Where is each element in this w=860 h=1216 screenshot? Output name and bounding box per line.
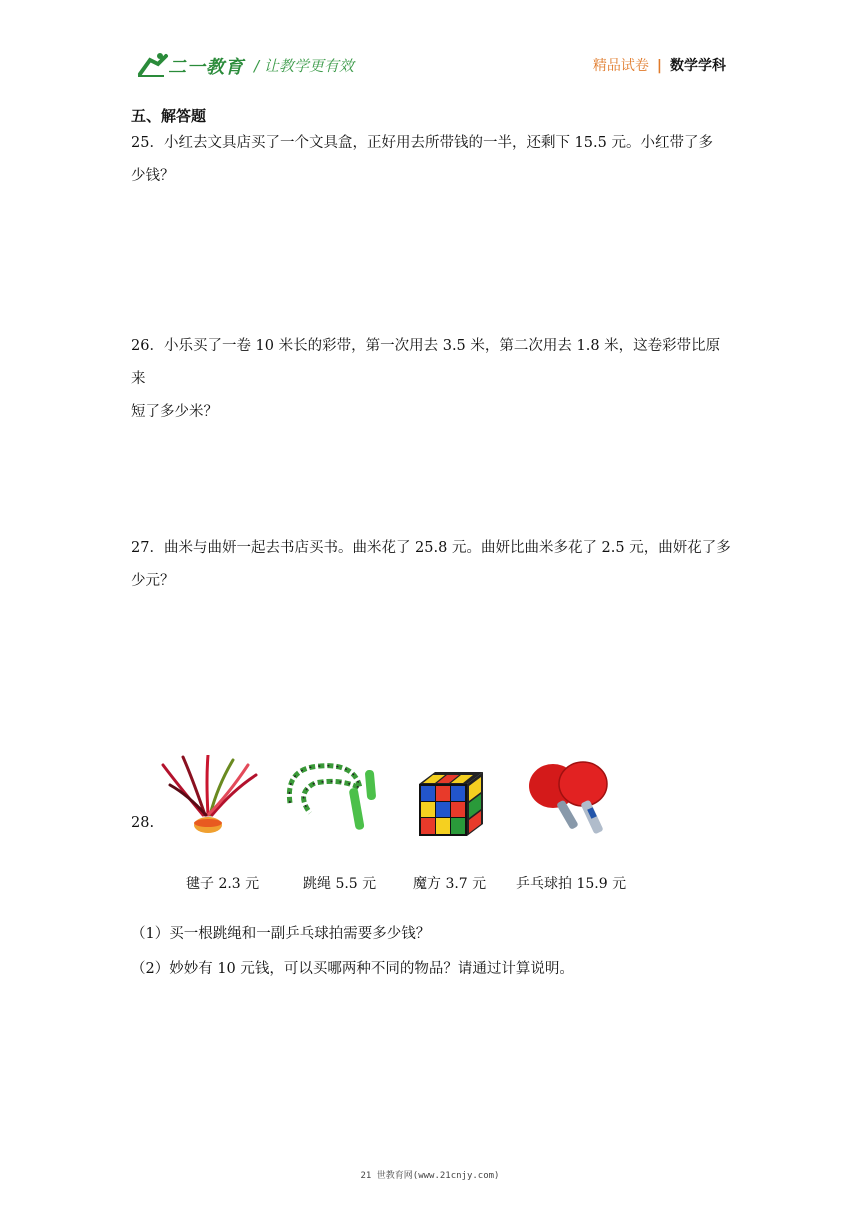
header-separator: | [656,58,662,74]
rubiks-cube-icon [415,768,487,840]
item-label-rubiks-cube: 魔方 3.7 元 [413,876,487,892]
question-text: 短了多少米？ [131,404,218,420]
ping-pong-paddles-icon [525,760,625,840]
question-text: 26．小乐买了一卷 10 米长的彩带，第一次用去 3.5 米，第二次用去 1.8 米，这卷彩带比原来 [131,338,721,387]
question-27 [131,532,731,598]
header-right [593,55,726,75]
question-28-number: 28. [131,815,155,831]
section-title: 五、解答题 [131,107,207,125]
item-label-paddles: 乒乓球拍 15.9 元 [516,876,627,892]
footer: 21 世教育网(www.21cnjy.com) [360,1171,500,1181]
q28-sub1: （1）买一根跳绳和一副乒乓球拍需要多少钱？ [131,926,431,942]
logo-text: 二一教育 [168,57,244,78]
question-25 [131,127,731,193]
header-product: 精品试卷 [592,58,649,74]
header-subject: 数学学科 [670,58,726,74]
slogan: / 让教学更有效 [254,57,354,75]
question-text: 少元？ [131,573,175,589]
question-text: 25．小红去文具店买了一个文具盒，正好用去所带钱的一半，还剩下 15.5 元。小红带了多 [131,135,713,151]
jump-rope-icon [280,758,390,843]
shuttlecock-icon [158,755,258,840]
q28-sub2: （2）妙妙有 10 元钱，可以买哪两种不同的物品？请通过计算说明。 [131,961,574,977]
question-text: 27．曲米与曲妍一起去书店买书。曲米花了 25.8 元。曲妍比曲米多花了 2.5 元，曲妍花了多 [131,540,731,556]
item-label-jump-rope: 跳绳 5.5 元 [303,876,377,892]
question-26 [131,330,731,429]
item-label-shuttlecock: 毽子 2.3 元 [186,876,260,892]
question-text: 少钱？ [131,168,175,184]
